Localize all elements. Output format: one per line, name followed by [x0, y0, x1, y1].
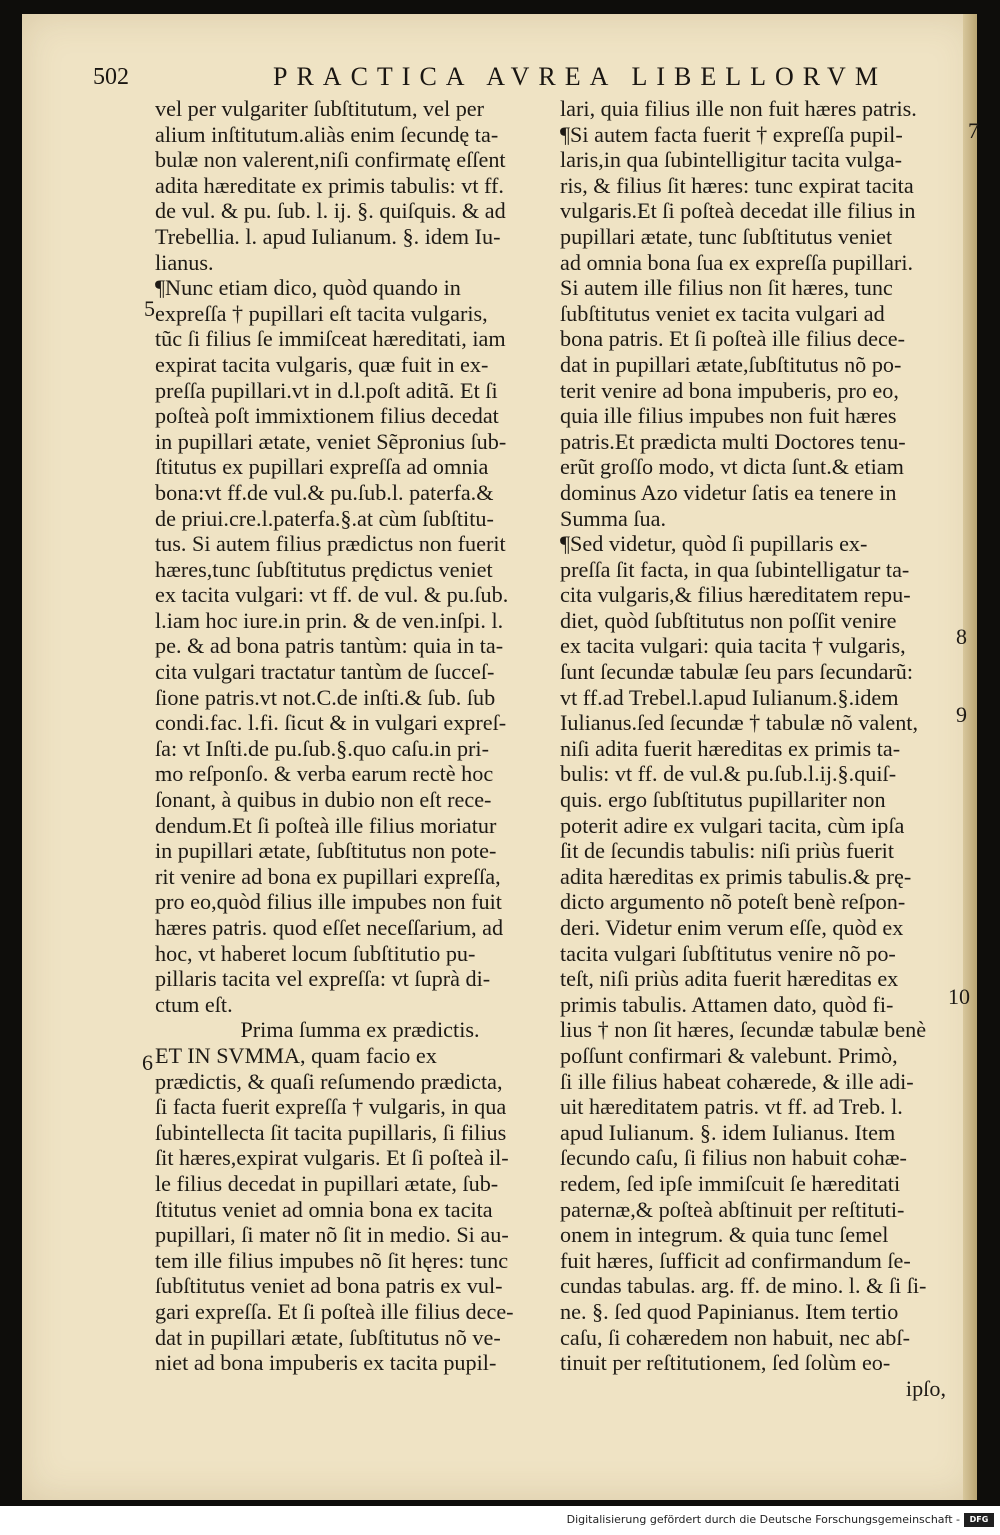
text-line: ¶Sed videtur, quòd ſi pupillaris ex- — [560, 531, 868, 557]
text-line: redem, ſed ipſe immiſcuit ſe hæreditati — [560, 1170, 901, 1196]
text-line: ſtitutus ex pupillari expreſſa ad omnia — [155, 454, 489, 480]
text-line: tem ille filius impubes nõ ſit hęres: tunc — [155, 1247, 509, 1273]
text-line: expirat tacita vulgaris, quæ fuit in ex- — [155, 351, 489, 377]
text-line: uit hæreditatem patris. vt ff. ad Treb. l. — [560, 1094, 903, 1120]
text-line: dominus Azo videtur ſatis ea tenere in — [560, 479, 897, 505]
margin-number: 5 — [144, 296, 155, 321]
footer-text: Digitalisierung gefördert durch die Deutsche Forschungsgemeinschaft - — [566, 1513, 960, 1526]
left-column — [155, 96, 565, 1376]
text-line: caſu, ſi cohæredem non habuit, nec abſ- — [560, 1324, 910, 1350]
text-line: in pupillari ætate, veniet Sẽpronius ſub- — [155, 428, 507, 454]
text-line: hæres patris. quod eſſet neceſſarium, ad — [155, 915, 504, 940]
dfg-logo: DFG — [964, 1513, 994, 1527]
text-line: ſi ille filius habeat cohærede, & ille adi- — [560, 1068, 914, 1094]
text-line: dat in pupillari ætate, ſubſtitutus nõ ve- — [155, 1324, 501, 1350]
text-line: mo reſponſo. & verba earum rectè hoc — [155, 761, 494, 787]
text-line: poſſunt confirmari & valebunt. Primò, — [560, 1042, 898, 1068]
text-line: ctum eſt. — [155, 991, 233, 1017]
text-line: ſubintellecta ſit tacita pupillaris, ſi filius — [155, 1119, 507, 1145]
text-line: de vul. & pu. ſub. l. ij. §. quiſquis. & ad — [155, 198, 506, 224]
text-line: pe. & ad bona patris tantùm: quia in ta- — [155, 633, 504, 659]
text-line: ET IN SVMMA, quam facio ex — [155, 1042, 437, 1068]
page-header — [93, 58, 953, 98]
text-line: lius † non ſit hæres, ſecundæ tabulæ benè — [560, 1017, 927, 1043]
text-line: cundas tabulas. arg. ff. de mino. l. & ſi ſi- — [560, 1273, 927, 1299]
text-line: ſubſtitutus veniet ad bona patris ex vul- — [155, 1273, 503, 1299]
margin-number: 9 — [956, 702, 967, 727]
text-line: prædictis, & quaſi reſumendo prædicta, — [155, 1068, 503, 1094]
text-line: ſunt ſecundæ tabulæ ſeu pars ſecundarũ: — [560, 659, 914, 685]
text-line: hæres,tunc ſubſtitutus prędictus veniet — [155, 556, 493, 582]
text-line: hoc, vt haberet locum ſubſtitutio pu- — [155, 940, 476, 966]
text-line: bona patris. Et ſi poſteà ille filius dece- — [560, 326, 906, 352]
text-line: ſit de ſecundis tabulis: niſi priùs fuerit — [560, 838, 894, 864]
text-line: apud Iulianum. §. idem Iulianus. Item — [560, 1119, 896, 1145]
margin-number: 8 — [956, 624, 967, 649]
text-line: ſi facta fuerit expreſſa † vulgaris, in qua — [155, 1094, 507, 1120]
text-line: Summa ſua. — [560, 505, 666, 531]
text-line: ſonant, à quibus in dubio non eſt rece- — [155, 787, 492, 813]
text-line: rit venire ad bona ex pupillari expreſſa, — [155, 863, 501, 889]
text-line: tinuit per reſtitutionem, ſed ſolùm eo- — [560, 1350, 891, 1376]
text-line: lari, quia filius ille non fuit hæres patris. — [560, 96, 917, 121]
text-line: in pupillari ætate, ſubſtitutus non pote- — [155, 838, 497, 864]
text-line: bona:vt ff.de vul.& pu.ſub.l. paterfa.& — [155, 479, 494, 505]
text-line: pupillari, ſi mater nõ ſit in medio. Si au- — [155, 1222, 509, 1248]
text-line: preſſa pupillari.vt in d.l.poſt aditã. Et ſi — [155, 377, 498, 403]
text-line: tus. Si autem filius prædictus non fuerit — [155, 531, 506, 557]
text-line: pupillari ætate, tunc ſubſtitutus veniet — [560, 223, 893, 249]
margin-number: 10 — [948, 984, 970, 1009]
text-line: niſi adita fuerit hæreditas ex primis ta- — [560, 735, 901, 761]
page-number: 502 — [93, 64, 129, 90]
text-line: dat in pupillari ætate,ſubſtitutus nõ po- — [560, 351, 902, 377]
text-line: ne. §. ſed quod Papinianus. Item tertio — [560, 1298, 899, 1324]
text-line: ¶Si autem facta fuerit † expreſſa pupil- — [560, 121, 903, 147]
text-line: laris,in qua ſubintelligitur tacita vulga- — [560, 147, 902, 173]
text-line: preſſa ſit facta, in qua ſubintelligatur ta- — [560, 556, 910, 582]
text-line: ſtitutus veniet ad omnia bona ex tacita — [155, 1196, 493, 1222]
text-line: ſecundo caſu, ſi filius non habuit cohæ- — [560, 1145, 907, 1171]
text-line: le filius decedat in pupillari ætate, ſub- — [155, 1170, 499, 1196]
text-line: Trebellia. l. apud Iulianum. §. idem Iu- — [155, 223, 501, 249]
text-line: l.iam hoc iure.in prin. & de ven.inſpi. l. — [155, 607, 504, 633]
digitization-footer — [0, 1506, 1000, 1535]
margin-number: 6 — [142, 1050, 153, 1075]
text-line: gari expreſſa. Et ſi poſteà ille filius dece- — [155, 1298, 514, 1324]
text-line: quia ille filius impubes non fuit hæres — [560, 403, 897, 429]
text-line: alium inſtitutum.aliàs enim ſecundę ta- — [155, 121, 499, 147]
text-line: ¶Nunc etiam dico, quòd quando in — [155, 275, 461, 301]
text-line: Iulianus.ſed ſecundæ † tabulæ nõ valent, — [560, 710, 919, 736]
text-line: fuit hæres, ſufficit ad confirmandum ſe- — [560, 1247, 911, 1273]
text-line: deri. Videtur enim verum eſſe, quòd ex — [560, 915, 904, 940]
text-line: Prima ſumma ex prædictis. — [240, 1017, 480, 1043]
text-line: dicto argumento nõ poteſt benè reſpon- — [560, 889, 906, 915]
text-line: tacita vulgari ſubſtitutus venire nõ po- — [560, 940, 896, 966]
text-line: Si autem ille filius non ſit hæres, tunc — [560, 275, 893, 301]
text-line: teſt, niſi priùs adita fuerit hæreditas ex — [560, 966, 899, 992]
text-line: adita hæreditate ex primis tabulis: vt ff. — [155, 172, 504, 198]
running-title: PRACTICA AVREA LIBELLORVM — [273, 62, 887, 91]
text-line: pro eo,quòd filius ille impubes non fuit — [155, 889, 502, 915]
text-line: quis. ergo ſubſtitutus pupillariter non — [560, 787, 886, 813]
text-line: pillaris tacita vel expreſſa: vt ſuprà di- — [155, 966, 491, 992]
text-line: dendum.Et ſi poſteà ille filius moriatur — [155, 812, 497, 838]
text-line: erũt groſſo modo, vt dicta ſunt.& etiam — [560, 454, 904, 480]
text-line: vt ff.ad Trebel.l.apud Iulianum.§.idem — [560, 684, 899, 710]
text-line: lianus. — [155, 249, 214, 275]
text-line: ſubſtitutus veniet ex tacita vulgari ad — [560, 300, 885, 326]
text-line: vel per vulgariter ſubſtitutum, vel per — [155, 96, 485, 121]
text-line: cita vulgari tractatur tantùm de ſucceſ- — [155, 659, 495, 685]
margin-number: 7 — [968, 118, 979, 143]
text-line: primis tabulis. Attamen dato, quòd fi- — [560, 991, 894, 1017]
right-column — [560, 96, 960, 1401]
text-line: ſit hæres,expirat vulgaris. Et ſi poſteà il- — [155, 1145, 509, 1171]
text-line: terit venire ad bona impuberis, pro eo, — [560, 377, 899, 403]
page-edge — [963, 14, 977, 1500]
text-line: onem in integrum. & quia tunc ſemel — [560, 1222, 889, 1248]
text-line: niet ad bona impuberis ex tacita pupil- — [155, 1350, 497, 1376]
text-line: paternæ,& poſteà abſtinuit per reſtituti- — [560, 1196, 905, 1222]
text-line: ex tacita vulgari: quia tacita † vulgaris, — [560, 633, 906, 659]
text-line: ipſo, — [905, 1375, 946, 1401]
text-line: ris, & filius ſit hæres: tunc expirat tacita — [560, 172, 914, 198]
text-line: cita vulgaris,& filius hæreditatem repu- — [560, 582, 911, 608]
text-line: ex tacita vulgari: vt ff. de vul. & pu.ſub. — [155, 582, 509, 608]
text-line: diet, quòd ſubſtitutus non poſſit venire — [560, 607, 897, 633]
text-line: ad omnia bona ſua ex expreſſa pupillari. — [560, 249, 914, 275]
text-line: ſa: vt Inſti.de pu.ſub.§.quo caſu.in pri- — [155, 735, 489, 761]
text-line: condi.fac. l.fi. ſicut & in vulgari expreſ- — [155, 710, 507, 736]
text-line: vulgaris.Et ſi poſteà decedat ille filius in — [560, 198, 916, 224]
text-line: de priui.cre.l.paterfa.§.at cùm ſubſtitu- — [155, 505, 494, 531]
text-line: bulis: vt ff. de vul.& pu.ſub.l.ij.§.quiſ- — [560, 761, 897, 787]
text-line: poterit adire ex vulgari tacita, cùm ipſa — [560, 812, 905, 838]
text-line: poſteà poſt immixtionem filius decedat — [155, 403, 499, 429]
text-line: bulæ non valerent,niſi confirmatę eſſent — [155, 147, 506, 173]
text-line: patris.Et prædicta multi Doctores tenu- — [560, 428, 906, 454]
text-line: expreſſa † pupillari eſt tacita vulgaris, — [155, 300, 488, 326]
text-line: adita hæreditas ex primis tabulis.& prę- — [560, 863, 912, 889]
text-line: tũc ſi filius ſe immiſceat hæreditati, iam — [155, 326, 506, 352]
text-line: ſione patris.vt not.C.de inſti.& ſub. ſub — [155, 684, 496, 710]
